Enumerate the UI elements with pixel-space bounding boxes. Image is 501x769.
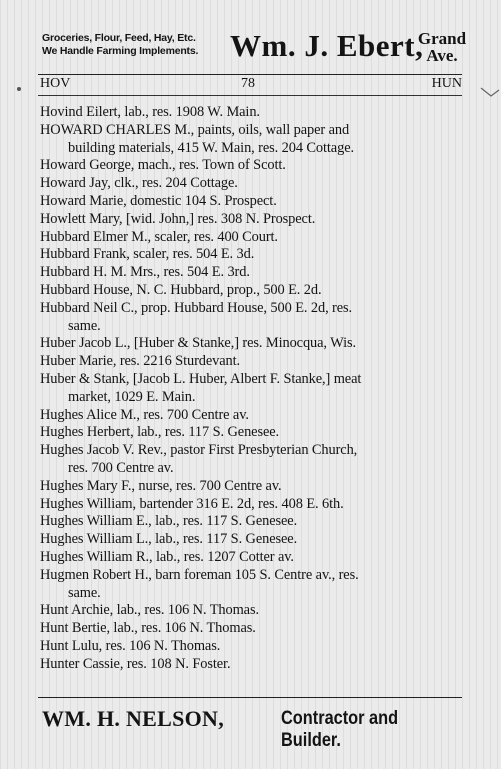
margin-tick-mark-icon [479, 84, 501, 104]
directory-entry [40, 478, 465, 496]
ad-goods-line-2: We Handle Farming Implements. [42, 45, 199, 57]
directory-entry [40, 335, 465, 353]
directory-entry [40, 407, 465, 425]
ad-merchant-address [416, 30, 468, 64]
ad-goods-line-1: Groceries, Flour, Feed, Hay, Etc. [42, 32, 196, 44]
directory-entry [40, 157, 465, 175]
entry-text: Hughes Jacob V. Rev., pastor First Presbyterian Church, [40, 442, 358, 459]
directory-entry [40, 193, 465, 211]
directory-entry [40, 496, 465, 514]
running-head-last-key: HUN [431, 76, 462, 91]
ad-merchant-name: Wm. J. Ebert, [230, 28, 424, 63]
ad-contractor-trade: Contractor and Builder. [281, 708, 399, 751]
entry-text: Huber Jacob L., [Huber & Stanke,] res. Minocqua, Wis. [40, 335, 356, 352]
entry-text: Hovind Eilert, lab., res. 1908 W. Main. [40, 104, 260, 120]
entry-text: Hunter Cassie, res. 108 N. Foster. [40, 655, 231, 672]
top-advertisement [38, 28, 468, 70]
ad-address-line-1: Grand [417, 29, 467, 48]
entry-text: Hunt Archie, lab., res. 106 N. Thomas. [40, 602, 259, 619]
entry-text: Huber Marie, res. 2216 Sturdevant. [40, 353, 241, 370]
directory-entry [40, 638, 465, 656]
directory-entry [40, 442, 465, 478]
directory-entry [40, 282, 465, 300]
entry-text: Hughes William E., lab., res. 117 S. Genesee. [40, 513, 298, 530]
entry-text: Howard Jay, clk., res. 204 Cottage. [40, 175, 238, 192]
entry-text: Hughes Alice M., res. 700 Centre av. [40, 406, 249, 423]
entry-text: Hugmen Robert H., barn foreman 105 S. Centre av., res. [40, 566, 359, 583]
directory-entry [40, 264, 465, 282]
entry-text: Hughes William, bartender 316 E. 2d, res. 408 E. 6th. [40, 495, 344, 512]
margin-dot-mark [17, 87, 21, 91]
directory-entry [40, 424, 465, 442]
entry-text: HOWARD CHARLES M., paints, oils, wall paper and [40, 121, 350, 138]
directory-entry [40, 620, 465, 638]
directory-entry [40, 353, 465, 371]
directory-entry [40, 211, 465, 229]
running-head [38, 76, 462, 94]
directory-entry [40, 549, 465, 567]
entry-text: Hubbard House, N. C. Hubbard, prop., 500 E. 2d. [40, 281, 322, 298]
entry-text: Hubbard H. M. Mrs., res. 504 E. 3rd. [40, 264, 250, 281]
entry-text: Howard George, mach., res. Town of Scott. [40, 157, 286, 174]
entry-continuation: res. 700 Centre av. [68, 459, 174, 476]
entry-text: Hubbard Neil C., prop. Hubbard House, 500 E. 2d, res. [40, 299, 353, 316]
entry-text: Hughes William R., lab., res. 1207 Cotter av. [40, 548, 294, 565]
entry-text: Hughes Mary F., nurse, res. 700 Centre av. [40, 477, 282, 494]
directory-entry [40, 531, 465, 549]
entry-continuation: same. [68, 317, 101, 334]
directory-entry [40, 602, 465, 620]
entry-text: Hunt Lulu, res. 106 N. Thomas. [40, 637, 221, 654]
running-head-rule [38, 95, 462, 96]
directory-entries [40, 104, 465, 674]
footer-rule [38, 697, 462, 698]
entry-text: Hughes William L., lab., res. 117 S. Genesee. [40, 531, 298, 548]
directory-entry [40, 175, 465, 193]
directory-entry [40, 104, 465, 122]
ad-contractor-name: WM. H. NELSON, [42, 706, 225, 731]
directory-entry [40, 567, 465, 603]
entry-text: Hunt Bertie, lab., res. 106 N. Thomas. [40, 620, 256, 637]
entry-text: Howard Marie, domestic 104 S. Prospect. [40, 192, 277, 209]
entry-text: Howlett Mary, [wid. John,] res. 308 N. Prospect. [40, 210, 316, 227]
entry-continuation: building materials, 415 W. Main, res. 204 Cottage. [68, 139, 354, 156]
entry-text: Hubbard Elmer M., scaler, res. 400 Court. [40, 228, 278, 245]
entry-continuation: market, 1029 E. Main. [68, 388, 196, 405]
directory-entry [40, 122, 465, 158]
entry-text: Hubbard Frank, scaler, res. 504 E. 3d. [40, 246, 255, 263]
directory-entry [40, 371, 465, 407]
header-rule [38, 74, 462, 75]
entry-continuation: same. [68, 584, 101, 601]
ad-address-line-2: Ave. [426, 46, 458, 65]
entry-text: Hughes Herbert, lab., res. 117 S. Genesee. [40, 424, 280, 441]
running-head-first-key: HOV [40, 76, 71, 91]
directory-entry [40, 513, 465, 531]
directory-entry [40, 300, 465, 336]
directory-entry [40, 656, 465, 674]
ad-goods-text [42, 32, 198, 58]
directory-entry [40, 229, 465, 247]
directory-entry [40, 246, 465, 264]
bottom-advertisement [38, 704, 468, 751]
page-number: 78 [241, 76, 255, 91]
entry-text: Huber & Stank, [Jacob L. Huber, Albert F. Stanke,] meat [40, 370, 362, 387]
